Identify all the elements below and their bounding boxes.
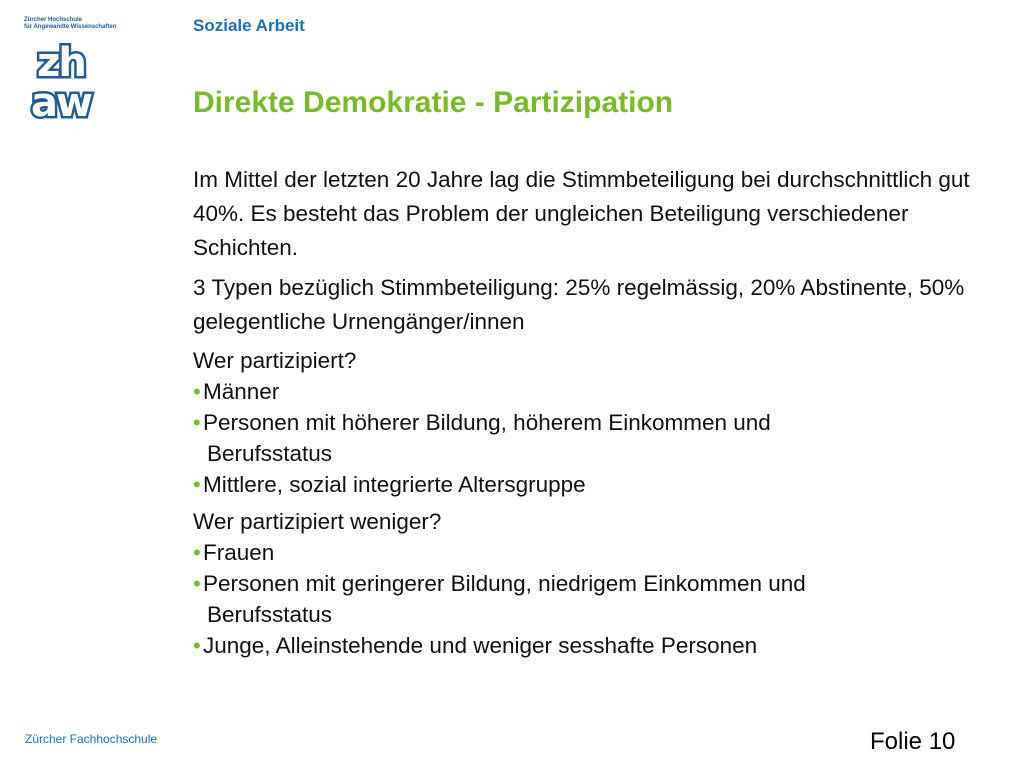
slide-title: Direkte Demokratie - Partizipation <box>193 86 674 119</box>
list-item <box>193 376 973 407</box>
list-item-continuation: Berufsstatus <box>207 602 333 627</box>
bullet-icon: • <box>193 540 201 565</box>
logo-line-2: für Angewandte Wissenschaften <box>24 24 117 30</box>
paragraph-participation-average: Im Mittel der letzten 20 Jahre lag die Stimmbeteiligung bei durchschnittlich gut 40%. Es besteht das Problem der ungleichen Beteiligung verschiedener Schichten. <box>193 167 970 260</box>
logo-mark-bottom: aw <box>31 80 91 122</box>
bullet-icon: • <box>193 571 201 596</box>
footer-institution: Zürcher Fachhochschule <box>25 732 158 746</box>
logo-wordmark <box>24 17 116 31</box>
slide-number: Folie 10 <box>870 728 956 755</box>
logo-line-1: Zürcher Hochschule <box>24 17 83 23</box>
list-item <box>193 469 973 500</box>
list-item-text: Mittlere, sozial integrierte Altersgruppe <box>203 472 586 497</box>
list-participates <box>193 376 973 500</box>
list-item-text: Männer <box>203 379 280 404</box>
logo-mark-top: zh <box>37 40 85 86</box>
list-item-text: Personen mit höherer Bildung, höherem Einkommen und <box>203 410 771 435</box>
list-item <box>193 407 973 469</box>
bullet-icon: • <box>193 472 201 497</box>
zhaw-logo-icon <box>20 40 102 122</box>
list-participates-less <box>193 537 973 661</box>
list-item-text: Personen mit geringerer Bildung, niedrigem Einkommen und <box>203 571 806 596</box>
bullet-icon: • <box>193 410 201 435</box>
list-item-text: Frauen <box>203 540 275 565</box>
bullet-icon: • <box>193 379 201 404</box>
section-heading-participates: Wer partizipiert? <box>193 348 357 373</box>
slide-body <box>193 163 973 661</box>
paragraph-voter-types: 3 Typen bezüglich Stimmbeteiligung: 25% regelmässig, 20% Abstinente, 50% gelegentliche Urnengänger/innen <box>193 275 965 334</box>
list-item <box>193 630 973 661</box>
bullet-icon: • <box>193 633 201 658</box>
list-item-continuation: Berufsstatus <box>207 441 333 466</box>
list-item-text: Junge, Alleinstehende und weniger sesshafte Personen <box>203 633 758 658</box>
department-label: Soziale Arbeit <box>193 16 305 35</box>
section-heading-participates-less: Wer partizipiert weniger? <box>193 509 442 534</box>
list-item <box>193 568 973 630</box>
list-item <box>193 537 973 568</box>
